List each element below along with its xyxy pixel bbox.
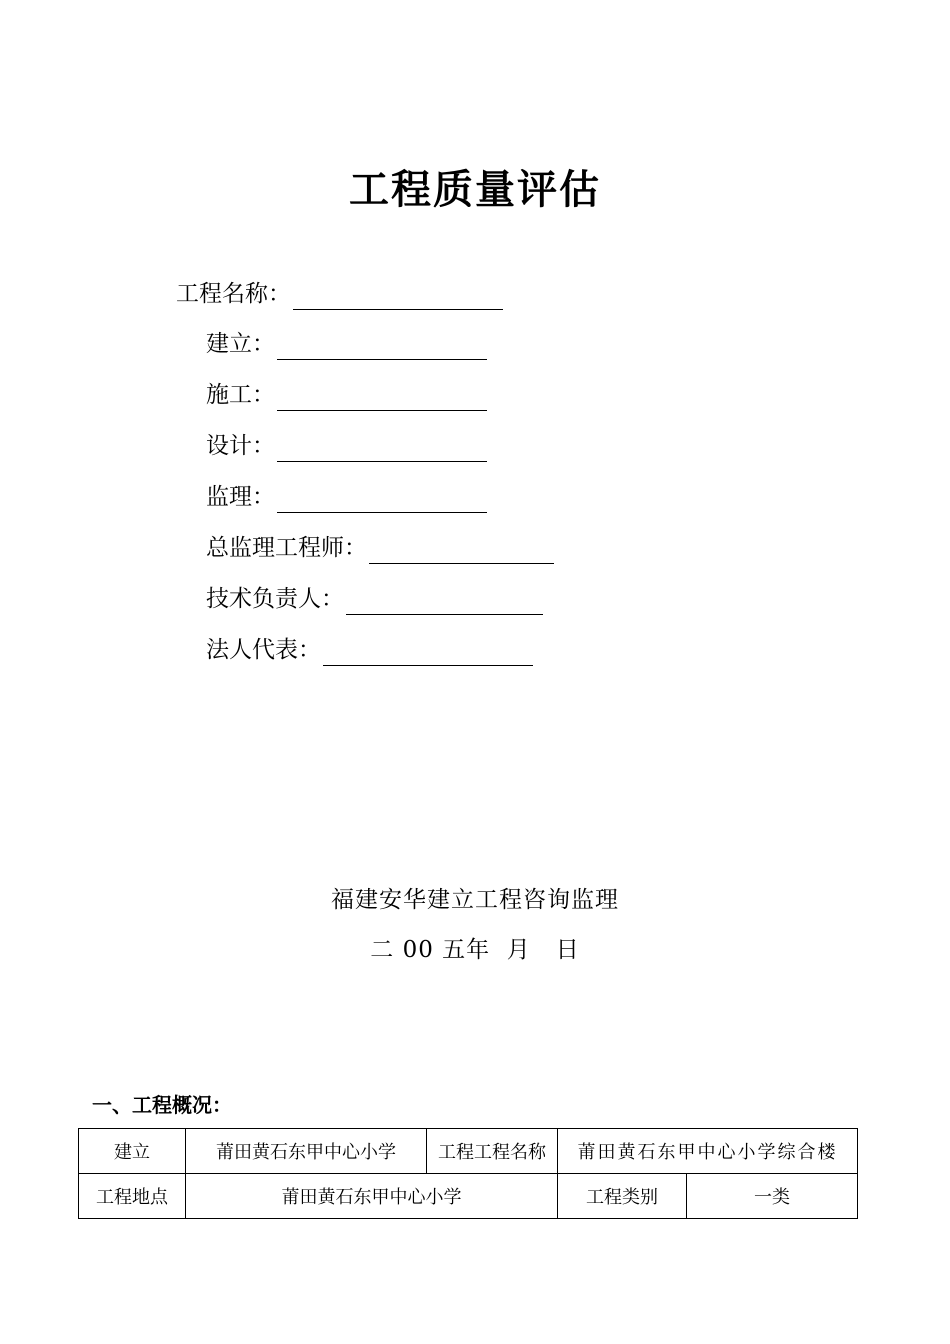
table-row [79, 1174, 858, 1219]
table-row [79, 1129, 858, 1174]
field-technical-lead [206, 579, 543, 615]
field-supervisor [206, 477, 487, 513]
field-label: 技术负责人： [206, 586, 344, 612]
blank-underline [346, 584, 543, 615]
table-cell-label: 建立 [79, 1129, 186, 1174]
section-heading: 一、工程概况： [92, 1093, 232, 1117]
project-overview-table [78, 1128, 858, 1219]
table-cell-value: 莆田黄石东甲中心小学综合楼 [558, 1129, 858, 1174]
field-legal-representative [206, 630, 533, 666]
page-title: 工程质量评估 [349, 166, 601, 213]
company-name: 福建安华建立工程咨询监理 [331, 887, 619, 913]
blank-underline [293, 279, 503, 310]
field-project-name [176, 274, 503, 310]
table-cell-value: 莆田黄石东甲中心小学 [186, 1174, 558, 1219]
field-label: 监理： [206, 484, 275, 510]
field-label: 设计： [206, 433, 275, 459]
table-cell-value: 莆田黄石东甲中心小学 [186, 1129, 427, 1174]
field-label: 总监理工程师： [206, 535, 367, 561]
field-label: 法人代表： [206, 637, 321, 663]
field-designer [206, 426, 487, 462]
document-date: 二 00 五年 月 日 [370, 937, 580, 963]
table-cell-label: 工程地点 [79, 1174, 186, 1219]
blank-underline [277, 482, 487, 513]
table-cell-label: 工程类别 [558, 1174, 687, 1219]
blank-underline [369, 533, 554, 564]
blank-underline [277, 329, 487, 360]
blank-underline [323, 635, 533, 666]
table-cell-label: 工程工程名称 [427, 1129, 558, 1174]
field-construction-unit [206, 324, 487, 360]
field-label: 工程名称： [176, 281, 291, 307]
blank-underline [277, 380, 487, 411]
blank-underline [277, 431, 487, 462]
field-label: 建立： [206, 331, 275, 357]
table-cell-value: 一类 [687, 1174, 858, 1219]
field-contractor [206, 375, 487, 411]
field-chief-supervisor [206, 528, 554, 564]
field-label: 施工： [206, 382, 275, 408]
